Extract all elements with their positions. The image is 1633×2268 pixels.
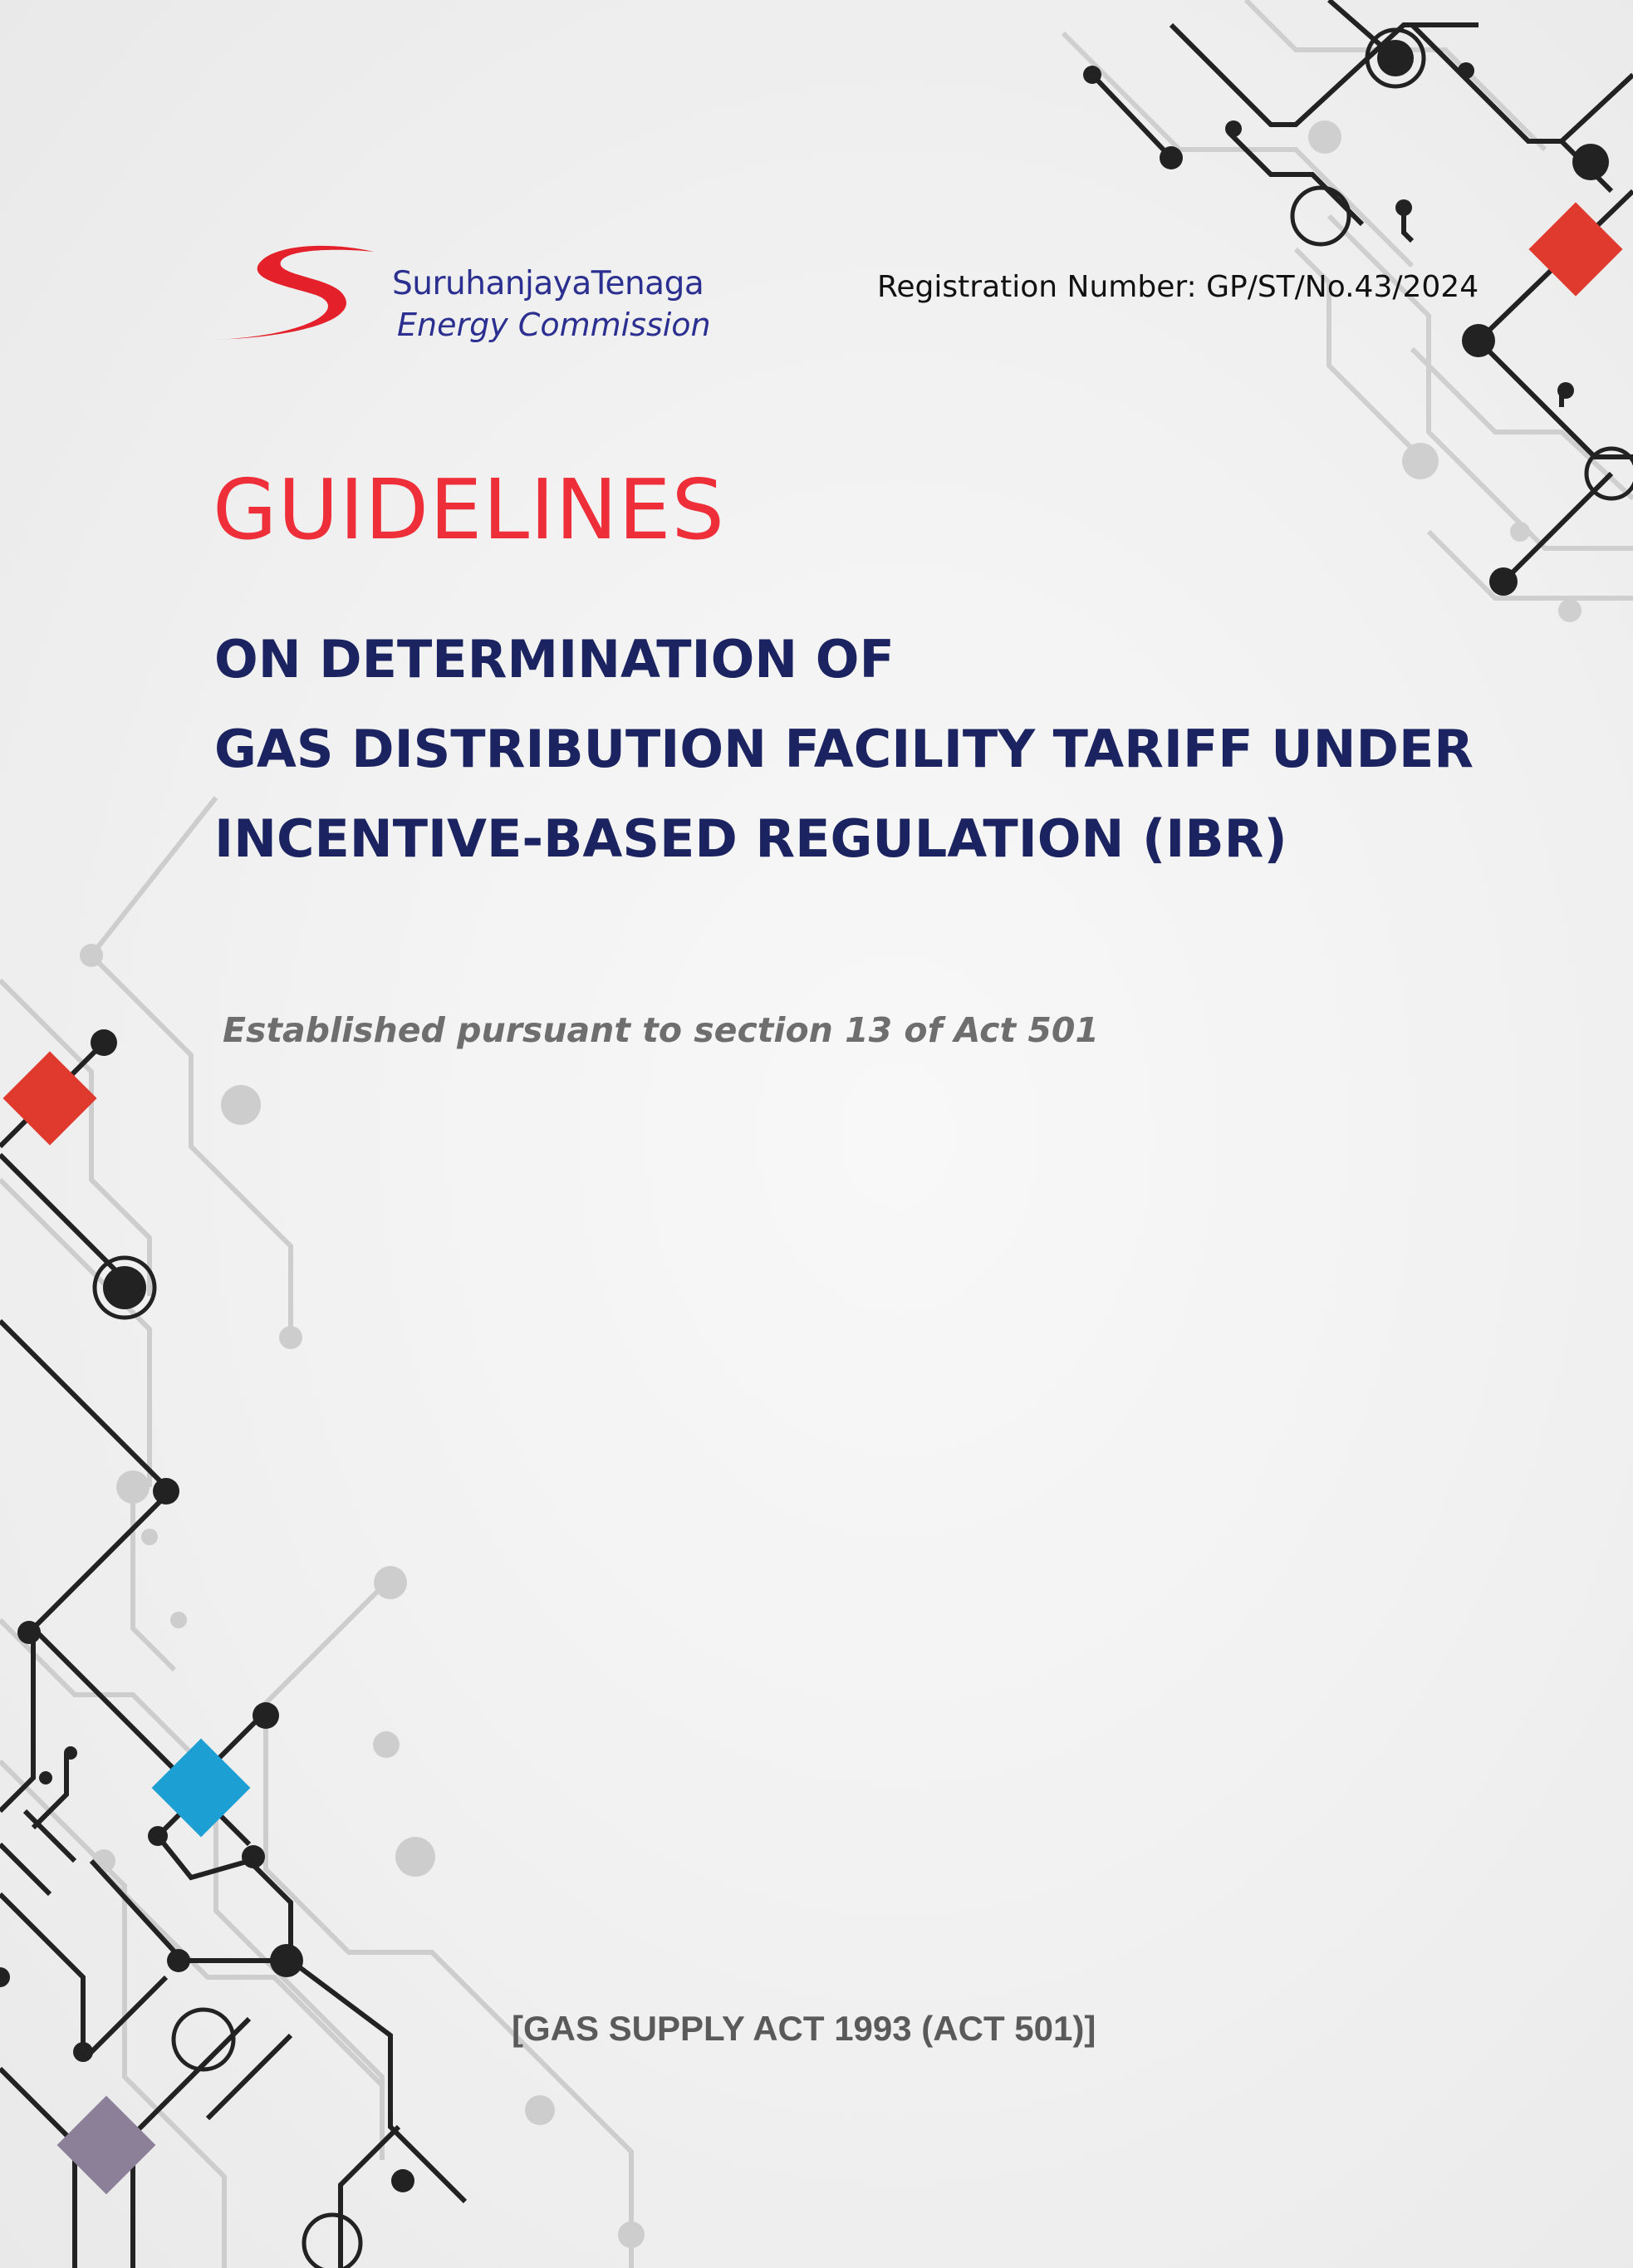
circuit-dark-dots-left [0, 1029, 414, 2192]
energy-commission-logo [208, 237, 756, 353]
established-statement: Established pursuant to section 13 of Act 501 [223, 1010, 1099, 1050]
blue-diamond-left [152, 1739, 251, 1838]
purple-diamond-left [57, 2096, 156, 2195]
circuit-light-dots-left [80, 944, 645, 2248]
circuit-dark-lines-left [0, 1043, 465, 2268]
circuit-rings-left [95, 1258, 360, 2268]
logo-swoosh-icon [208, 237, 390, 353]
document-title: GUIDELINES [213, 461, 726, 558]
registration-number: Registration Number: GP/ST/No.43/2024 [877, 270, 1479, 304]
subtitle-line: GAS DISTRIBUTION FACILITY TARIFF UNDER [214, 719, 1474, 779]
subtitle-line: ON DETERMINATION OF [214, 629, 895, 690]
logo-name-english: Energy Commission [397, 307, 711, 343]
act-reference: [GAS SUPPLY ACT 1993 (ACT 501)] [512, 2009, 1096, 2048]
subtitle-line: INCENTIVE-BASED REGULATION (IBR) [214, 808, 1287, 869]
circuit-dark-dots-top-right [1083, 40, 1609, 596]
document-subtitle [214, 615, 1474, 884]
logo-name-malay: SuruhanjayaTenaga [392, 265, 704, 302]
